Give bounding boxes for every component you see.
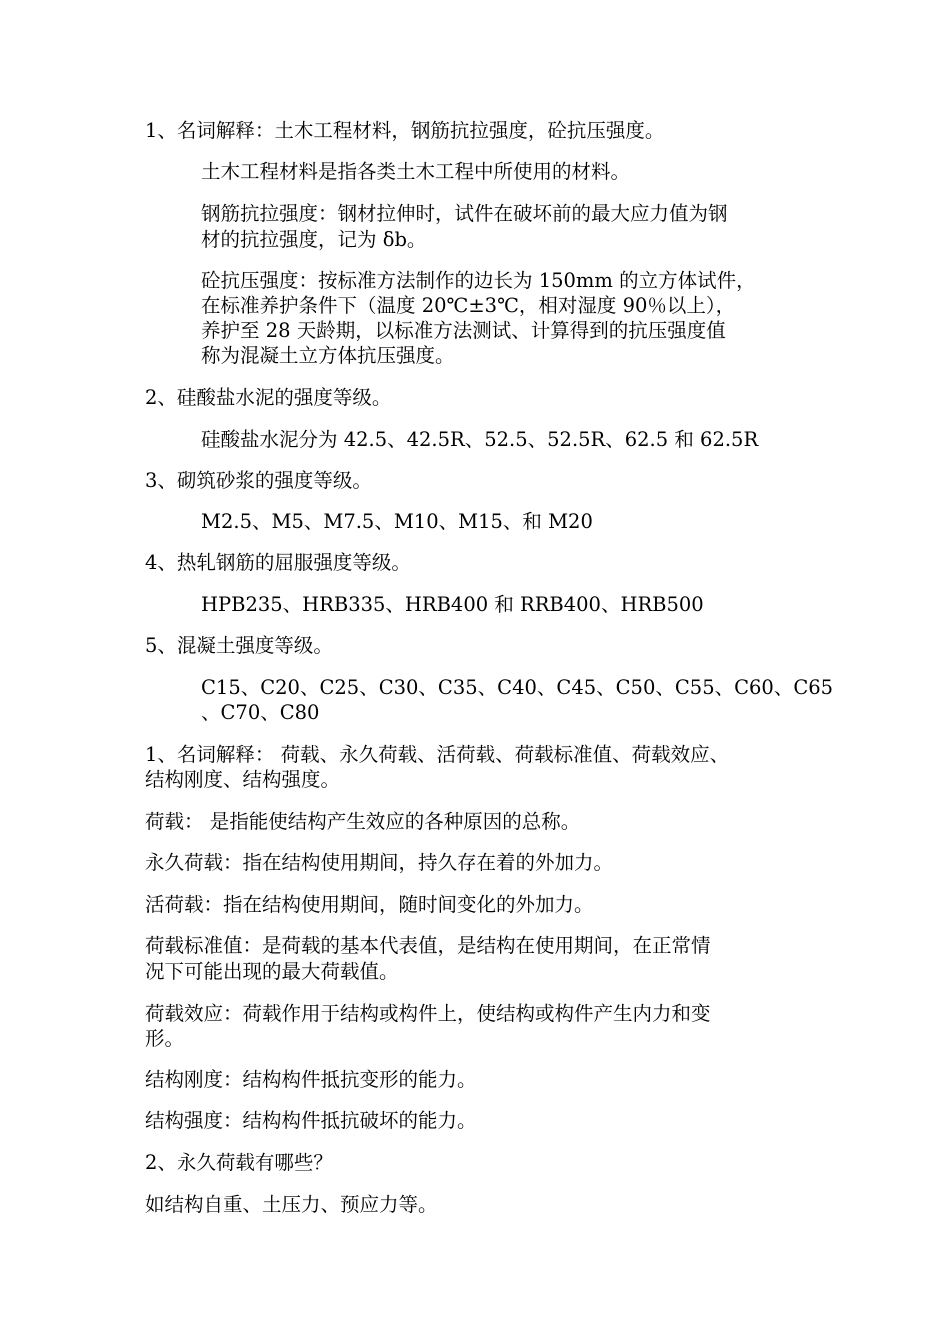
definition-structural-strength: 结构强度：结构构件抵抗破坏的能力。 bbox=[145, 1109, 477, 1132]
definition-standard-value-line1: 荷载标准值：是荷载的基本代表值，是结构在使用期间，在正常情 bbox=[145, 934, 711, 957]
answer-concrete-grades-line1: C15、C20、C25、C30、C35、C40、C45、C50、C55、C60、C65 bbox=[201, 676, 834, 699]
section2-answer-2: 如结构自重、土压力、预应力等。 bbox=[145, 1193, 438, 1216]
question-5-concrete-grades: 5、混凝土强度等级。 bbox=[145, 634, 333, 657]
answer-concrete-grades-line2: 、C70、C80 bbox=[201, 701, 320, 724]
definition-structural-stiffness: 结构刚度：结构构件抵抗变形的能力。 bbox=[145, 1068, 477, 1091]
answer-concrete-compressive-line1: 砼抗压强度：按标准方法制作的边长为 150mm 的立方体试件， bbox=[201, 269, 756, 292]
answer-civil-materials: 土木工程材料是指各类土木工程中所使用的材料。 bbox=[201, 160, 631, 183]
answer-steel-tensile-line1: 钢筋抗拉强度：钢材拉伸时，试件在破坏前的最大应力值为钢 bbox=[201, 202, 728, 225]
question-3-mortar-grades: 3、砌筑砂浆的强度等级。 bbox=[145, 469, 372, 492]
question-2-cement-grades: 2、硅酸盐水泥的强度等级。 bbox=[145, 386, 392, 409]
answer-concrete-compressive-line3: 养护至 28 天龄期，以标准方法测试、计算得到的抗压强度值 bbox=[201, 319, 726, 342]
question-1-terms: 1、名词解释：土木工程材料，钢筋抗拉强度，砼抗压强度。 bbox=[145, 119, 665, 142]
definition-load: 荷载： 是指能使结构产生效应的各种原因的总称。 bbox=[145, 810, 581, 833]
section2-question-1-line2: 结构刚度、结构强度。 bbox=[145, 768, 341, 791]
section2-question-1-line1: 1、名词解释： 荷载、永久荷载、活荷载、荷载标准值、荷载效应、 bbox=[145, 743, 730, 766]
answer-concrete-compressive-line4: 称为混凝土立方体抗压强度。 bbox=[201, 344, 455, 367]
definition-standard-value-line2: 况下可能出现的最大荷载值。 bbox=[145, 960, 399, 983]
definition-load-effect-line1: 荷载效应：荷载作用于结构或构件上，使结构或构件产生内力和变 bbox=[145, 1002, 711, 1025]
answer-cement-grades: 硅酸盐水泥分为 42.5、42.5R、52.5、52.5R、62.5 和 62.5R bbox=[201, 428, 759, 451]
answer-rebar-grades: HPB235、HRB335、HRB400 和 RRB400、HRB500 bbox=[201, 593, 704, 616]
question-4-rebar-grades: 4、热轧钢筋的屈服强度等级。 bbox=[145, 551, 411, 574]
answer-steel-tensile-line2: 材的抗拉强度，记为 δb。 bbox=[201, 228, 427, 251]
definition-permanent-load: 永久荷载：指在结构使用期间，持久存在着的外加力。 bbox=[145, 851, 614, 874]
section2-question-2: 2、永久荷载有哪些？ bbox=[145, 1151, 333, 1174]
answer-concrete-compressive-line2: 在标准养护条件下（温度 20℃±3℃，相对湿度 90％以上）， bbox=[201, 294, 736, 317]
definition-load-effect-line2: 形。 bbox=[145, 1027, 185, 1050]
answer-mortar-grades: M2.5、M5、M7.5、M10、M15、和 M20 bbox=[201, 510, 593, 533]
definition-live-load: 活荷载：指在结构使用期间，随时间变化的外加力。 bbox=[145, 893, 594, 916]
